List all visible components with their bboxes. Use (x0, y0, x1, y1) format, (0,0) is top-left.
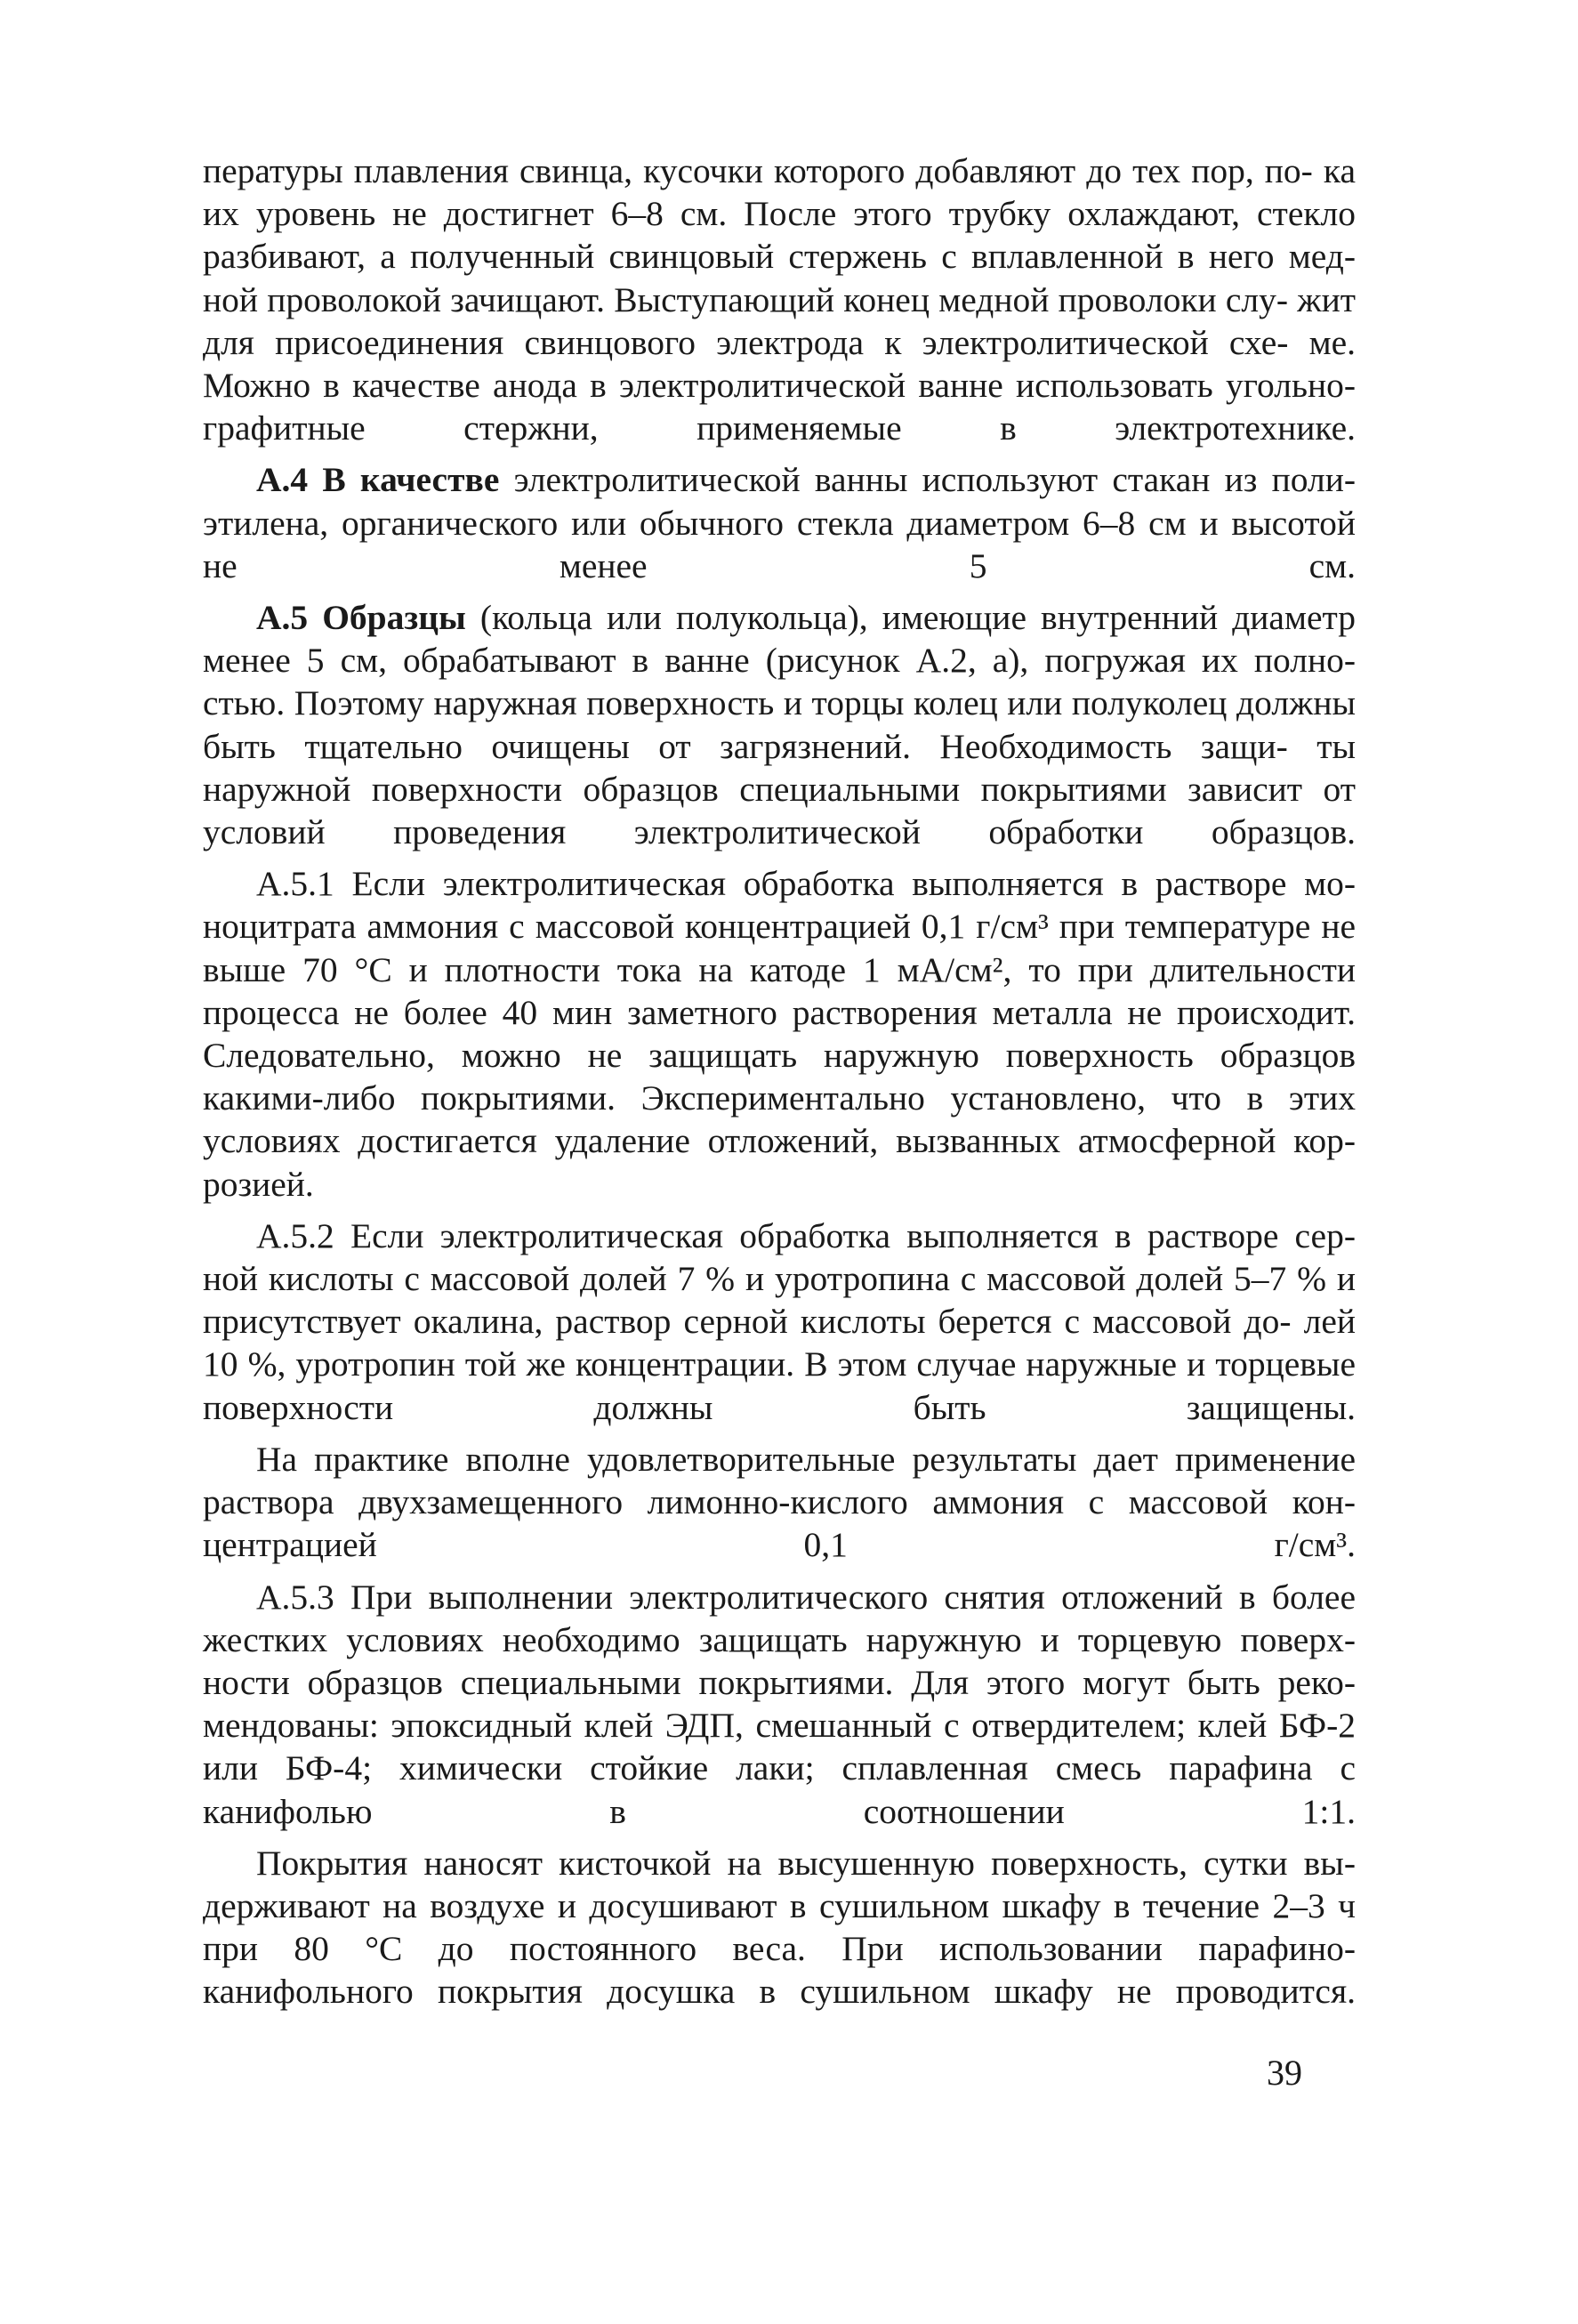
text-line: лей 10 %, уротропин той же концентрации. В этом случае наружные и (203, 1302, 1356, 1384)
text-line: ме. Можно в качестве анода в электролитической ванне использовать (203, 322, 1356, 406)
text-line: А.5.2 Если электролитическая обработка выполняется в растворе сер- (256, 1215, 1356, 1255)
text-line: канифолью в соотношении 1:1. (203, 1791, 1356, 1831)
text-line: раствора двухзамещенного лимонно-кислого аммония с массовой кон- (203, 1482, 1356, 1522)
section-heading-a4: А.4 В качестве (256, 460, 500, 500)
paragraph-a5-2 (203, 1214, 1356, 1429)
text-line: БФ-2 или БФ-4; химически стойкие лаки; сплавленная смесь парафина с (203, 1706, 1357, 1788)
text-line: этилена, органического или обычного стекла диаметром 6–8 см и высотой (203, 503, 1356, 543)
text-line: должны быть тщательно очищены от загрязнений. Необходимость защи- (203, 683, 1357, 766)
text-line: процесса не более 40 мин заметного растворения металла не происходит. (203, 992, 1356, 1032)
paragraph-a4 (203, 458, 1356, 587)
text-line: розией. (203, 1164, 314, 1204)
document-page (203, 149, 1356, 2013)
text-line: А.5.3 При выполнении электролитического снятия отложений в более (256, 1577, 1356, 1617)
text-line: менее 5 см, обрабатывают в ванне (рисунок А.2, а), погружая их полно- (203, 641, 1356, 681)
text-line: мендованы: эпоксидный клей ЭДП, смешанный с отвердителем; клей (203, 1706, 1268, 1746)
text-line: центрацией 0,1 г/см³. (203, 1525, 1356, 1565)
text-line: ты наружной поверхности образцов специальными покрытиями зависит (203, 726, 1356, 809)
text-line: не выше 70 °С и плотности тока на катоде 1 мА/см², то при длительности (203, 907, 1356, 989)
paragraph-practice-note (203, 1438, 1356, 1567)
paragraph-a5-3 (203, 1576, 1356, 1833)
text-line: ноцитрата аммония с массовой концентрацией 0,1 г/см³ при температуре (203, 907, 1311, 947)
text-line: канифольного покрытия досушка в сушильном шкафу не проводится. (203, 1972, 1356, 2012)
paragraph-lead-continuation (203, 149, 1356, 449)
text-line: ности образцов специальными покрытиями. Для этого могут быть реко- (203, 1662, 1356, 1702)
text-line: Следовательно, можно не защищать наружную поверхность образцов (203, 1036, 1356, 1076)
text-line: пературы плавления свинца, кусочки которого добавляют до тех пор, по- (203, 151, 1313, 190)
paragraph-a5 (203, 596, 1356, 853)
text-line: от условий проведения электролитической обработки образцов. (203, 769, 1356, 852)
text-line: угольно-графитные стержни, применяемые в электротехнике. (203, 366, 1357, 448)
text-line: ной проволокой зачищают. Выступающий конец медной проволоки слу- (203, 279, 1289, 319)
text-line: условиях достигается удаление отложений, вызванных атмосферной кор- (203, 1121, 1356, 1161)
text-line: электролитической ванны используют стакан из поли- (499, 460, 1356, 500)
text-line: жестких условиях необходимо защищать наружную и торцевую поверх- (203, 1619, 1356, 1659)
text-line: не менее 5 см. (203, 545, 1356, 585)
paragraph-coatings (203, 1842, 1356, 2013)
text-line: Покрытия наносят кисточкой на высушенную поверхность, сутки вы- (256, 1843, 1356, 1883)
text-line: жит для присоединения свинцового электрода к электролитической схе- (203, 279, 1356, 362)
paragraph-a5-1 (203, 862, 1356, 1206)
text-line: разбивают, а полученный свинцовый стержень с вплавленной в него мед- (203, 237, 1356, 277)
text-line: держивают на воздухе и досушивают в сушильном шкафу в течение (203, 1885, 1260, 1925)
text-line: На практике вполне удовлетворительные результаты дает применение (256, 1439, 1356, 1479)
page-number: 39 (1267, 2053, 1302, 2093)
text-line: какими-либо покрытиями. Экспериментально установлено, что в этих (203, 1078, 1356, 1118)
text-line: А.5.1 Если электролитическая обработка выполняется в растворе мо- (256, 864, 1356, 904)
text-line: 2–3 ч при 80 °С до постоянного веса. При использовании парафино- (203, 1885, 1356, 1969)
text-line: и присутствует окалина, раствор серной кислоты берется с массовой до- (203, 1259, 1356, 1342)
text-line: (кольца или полукольца), имеющие внутренний диаметр (465, 598, 1356, 638)
text-line: стью. Поэтому наружная поверхность и торцы колец или полуколец (203, 683, 1228, 723)
text-line: торцевые поверхности должны быть защищены. (203, 1344, 1356, 1427)
text-line: ной кислоты с массовой долей 7 % и уротропина с массовой долей 5–7 % (203, 1259, 1326, 1299)
text-line: ка их уровень не достигнет 6–8 см. После этого трубку охлаждают, стекло (203, 151, 1356, 234)
section-heading-a5: А.5 Образцы (256, 598, 466, 638)
